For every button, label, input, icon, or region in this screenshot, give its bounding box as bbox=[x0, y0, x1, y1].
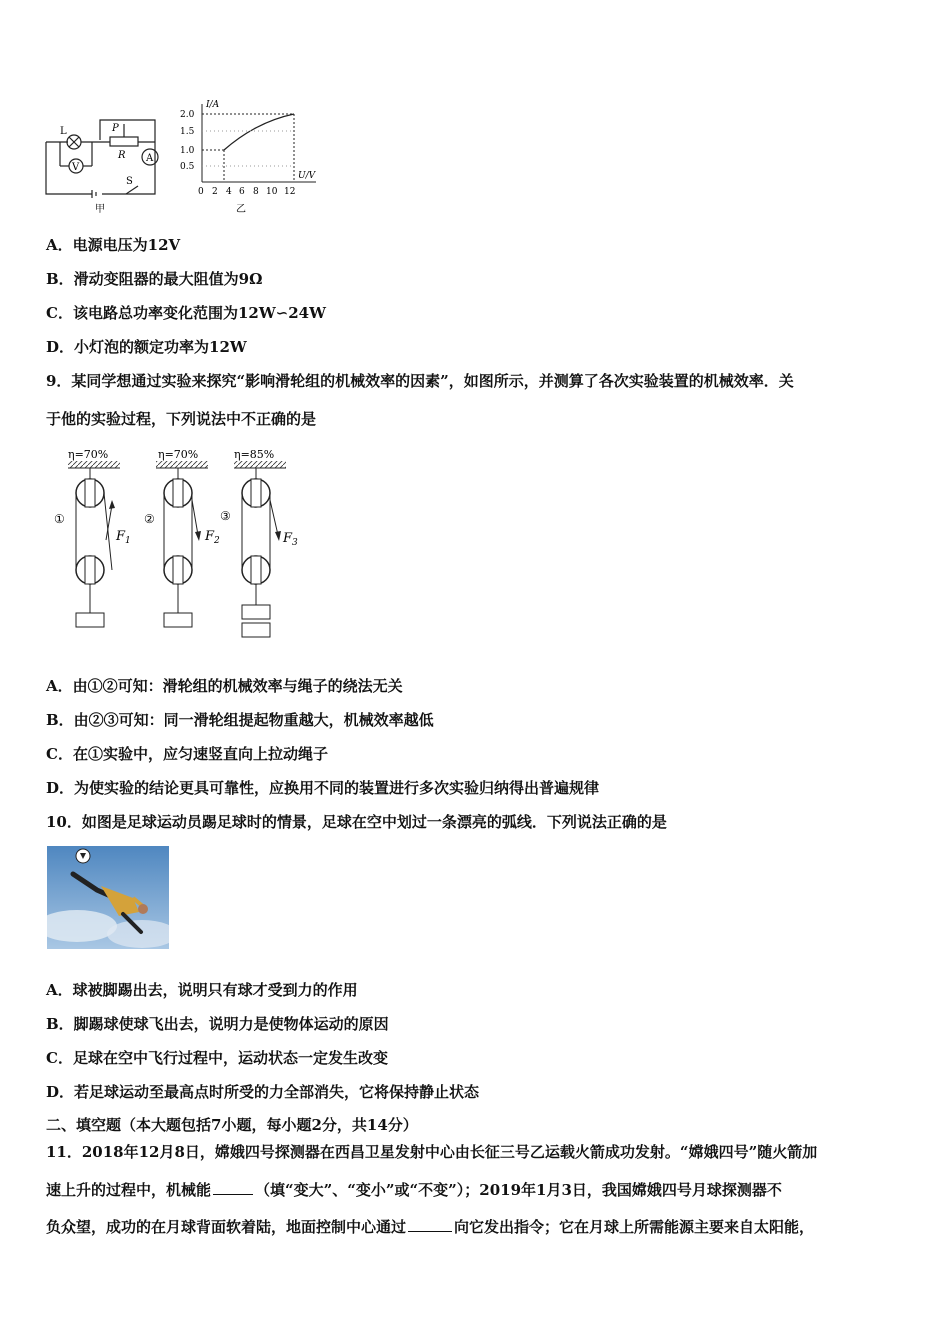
q10-option-d: D．若足球运动至最高点时所受的力全部消失，它将保持静止状态 bbox=[46, 1083, 480, 1101]
q8-option-a: A．电源电压为12V bbox=[46, 236, 181, 254]
q10-option-c: C．足球在空中飞行过程中，运动状态一定发生改变 bbox=[46, 1049, 388, 1067]
efficiency-label-1: η=70% bbox=[68, 448, 109, 461]
x-tick: 8 bbox=[253, 187, 259, 197]
x-axis-label: U/V bbox=[298, 171, 316, 181]
x-tick: 10 bbox=[266, 187, 278, 197]
svg-text:F3 bbox=[282, 531, 298, 548]
force-sub-3: 3 bbox=[292, 538, 298, 548]
y-tick: 1.0 bbox=[180, 146, 195, 156]
q8-option-d: D．小灯泡的额定功率为12W bbox=[46, 338, 247, 356]
setup-number-2: ② bbox=[144, 512, 155, 526]
setup-number-1: ① bbox=[54, 512, 65, 526]
pulley-setup-1 bbox=[68, 461, 120, 627]
x-tick: 4 bbox=[226, 187, 232, 197]
q11-line3-part2: 向它发出指令；它在月球上所需能源主要来自太阳能， bbox=[454, 1218, 815, 1236]
force-label-2: F bbox=[205, 529, 215, 544]
y-tick: 0.5 bbox=[180, 162, 195, 172]
q10-option-b: B．脚踢球使球飞出去，说明力是使物体运动的原因 bbox=[46, 1015, 389, 1033]
q9-option-b: B．由②③可知：同一滑轮组提起物重越大，机械效率越低 bbox=[46, 711, 434, 729]
q11-line2 bbox=[46, 1180, 782, 1200]
q8-option-c: C．该电路总功率变化范围为12W∽24W bbox=[46, 304, 326, 322]
q11-line2-part2: （填“变大”、“变小”或“不变”）；2019年1月3日，我国嫦娥四号月球探测器不 bbox=[255, 1181, 782, 1199]
pulley-diagram bbox=[48, 445, 318, 655]
force-label-3: F bbox=[283, 531, 293, 546]
graph-caption: 乙 bbox=[236, 204, 246, 215]
circuit-diagram bbox=[40, 112, 165, 217]
q11-line2-part1: 速上升的过程中，机械能 bbox=[46, 1181, 212, 1199]
pulley-setup-3 bbox=[234, 461, 286, 637]
answer-blank-1[interactable] bbox=[213, 1180, 253, 1195]
x-tick: 0 bbox=[198, 187, 204, 197]
y-tick: 1.5 bbox=[180, 127, 195, 137]
q9-option-a: A．由①②可知：滑轮组的机械效率与绳子的绕法无关 bbox=[46, 677, 403, 695]
resistor-label: R bbox=[118, 150, 126, 161]
svg-text:F2 bbox=[204, 529, 220, 546]
force-sub-1: 1 bbox=[125, 536, 131, 546]
q9-stem-line1: 9．某同学想通过实验来探究“影响滑轮组的机械效率的因素”，如图所示，并测算了各次实验装置的机械效率．关 bbox=[46, 372, 794, 390]
q11-line3-part1: 负众望，成功的在月球背面软着陆，地面控制中心通过 bbox=[46, 1218, 407, 1236]
force-label-1: F bbox=[116, 529, 126, 544]
force-sub-2: 2 bbox=[214, 536, 220, 546]
setup-number-3: ③ bbox=[220, 509, 231, 523]
voltmeter-label: V bbox=[72, 162, 80, 173]
x-tick: 12 bbox=[284, 187, 296, 197]
x-tick: 2 bbox=[212, 187, 218, 197]
pulley-setup-2 bbox=[156, 461, 208, 627]
q9-stem-line2: 于他的实验过程，下列说法中不正确的是 bbox=[46, 410, 317, 428]
answer-blank-2[interactable] bbox=[408, 1217, 452, 1232]
current-voltage-graph bbox=[176, 98, 326, 220]
efficiency-label-3: η=85% bbox=[234, 448, 275, 461]
ammeter-label: A bbox=[146, 153, 154, 164]
q10-option-a: A．球被脚踢出去，说明只有球才受到力的作用 bbox=[46, 981, 358, 999]
y-axis-label: I/A bbox=[206, 100, 220, 110]
q9-option-c: C．在①实验中，应匀速竖直向上拉动绳子 bbox=[46, 745, 328, 763]
efficiency-label-2: η=70% bbox=[158, 448, 199, 461]
circuit-caption: 甲 bbox=[95, 204, 105, 215]
y-tick: 2.0 bbox=[180, 110, 195, 120]
lamp-label: L bbox=[60, 126, 67, 137]
x-tick: 6 bbox=[239, 187, 245, 197]
q8-option-b: B．滑动变阻器的最大阻值为9Ω bbox=[46, 270, 263, 288]
q10-stem: 10．如图是足球运动员踢足球时的情景，足球在空中划过一条漂亮的弧线．下列说法正确的是 bbox=[46, 813, 667, 831]
svg-text:F1 bbox=[115, 529, 131, 546]
switch-label: S bbox=[126, 176, 133, 187]
q11-line1: 11．2018年12月8日，嫦娥四号探测器在西昌卫星发射中心由长征三号乙运载火箭成功发射。“嫦娥四号”随火箭加 bbox=[46, 1143, 818, 1161]
q9-option-d: D．为使实验的结论更具可靠性，应换用不同的装置进行多次实验归纳得出普遍规律 bbox=[46, 779, 600, 797]
soccer-photo bbox=[47, 846, 169, 949]
slider-label: P bbox=[112, 123, 119, 134]
section-heading: 二、填空题（本大题包括7小题，每小题2分，共14分） bbox=[46, 1116, 418, 1134]
q11-line3 bbox=[46, 1217, 814, 1237]
